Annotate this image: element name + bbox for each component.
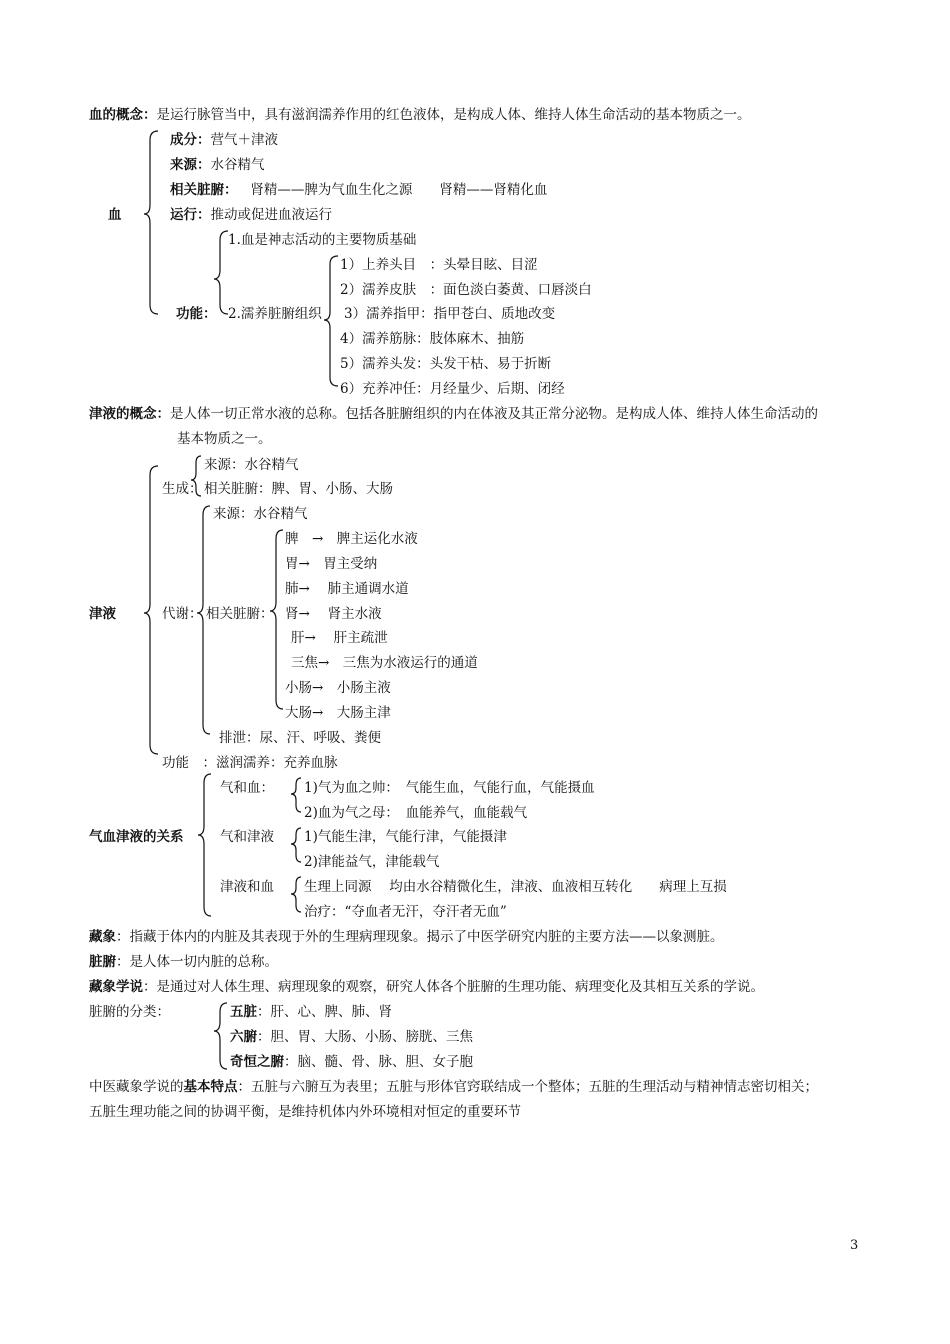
- zangxiang-definition: [89, 928, 724, 946]
- fluid-generation-source: 来源：水谷精气: [204, 457, 299, 473]
- metabolism-organ-item: 肝→ 肝主疏泄: [291, 630, 388, 646]
- theory-text: ：是通过对人体生理、病理现象的观察，研究人体各个脏腑的生理功能、病理变化及其相互关系的学说。: [143, 979, 764, 995]
- qi-blood-label: 气和血：: [220, 780, 274, 796]
- fluid-blood-item: 治疗：“夺血者无汗，夺汗者无血”: [304, 904, 507, 920]
- six-text: ：胆、胃、大肠、小肠、膀胱、三焦: [257, 1029, 473, 1045]
- page-number: 3: [850, 1238, 859, 1253]
- composition-text: 营气＋津液: [210, 132, 278, 148]
- qi-fluid-label: 气和津液: [220, 829, 274, 845]
- organs-text: 肾精——脾为气血生化之源 肾精——肾精化血: [250, 182, 548, 198]
- nourish-item: 3）濡养指甲：指甲苍白、质地改变: [344, 306, 556, 322]
- nourish-item: 1）上养头目 ：头晕目眩、目涩: [340, 257, 538, 273]
- blood-function-label: 功能：: [176, 306, 217, 322]
- blood-source: [170, 156, 265, 174]
- qi-fluid-item: 2)津能益气，津能载气: [304, 854, 440, 870]
- zangxiang-text: ：指藏于体内的内脏及其表现于外的生理病理现象。揭示了中医学研究内脏的主要方法——以象测脏。: [116, 929, 724, 945]
- metabolism-organ-item: 肺→ 肺主通调水道: [285, 581, 409, 597]
- classify-five: [230, 1003, 392, 1021]
- blood-function-1: 1.血是神志活动的主要物质基础: [228, 232, 417, 248]
- nourish-item: 2）濡养皮肤 ：面色淡白萎黄、口唇淡白: [340, 282, 592, 298]
- blood-root: 血: [108, 207, 122, 223]
- features-label: 基本特点: [183, 1079, 238, 1095]
- zangfu-label: 脏腑: [89, 954, 116, 970]
- fluid-metabolism-source: 来源：水谷精气: [213, 506, 308, 522]
- nourish-item: 4）濡养筋脉：肢体麻木、抽筋: [340, 331, 525, 347]
- blood-concept-text: 是运行脉管当中，具有滋润濡养作用的红色液体，是构成人体、维持人体生命活动的基本物质之一。: [156, 107, 751, 123]
- relation-root: 气血津液的关系: [89, 829, 184, 845]
- metabolism-organ-item: 脾 → 脾主运化水液: [285, 531, 418, 547]
- source-label: 来源：: [170, 157, 211, 173]
- metabolism-organ-item: 肾→ 肾主水液: [285, 606, 382, 622]
- zangfu-text: ：是人体一切内脏的总称。: [116, 954, 278, 970]
- fluid-concept-label: 津液的概念：: [89, 406, 170, 422]
- blood-concept: [89, 106, 751, 124]
- qi-fluid-item: 1)气能生津，气能行津，气能摄津: [304, 829, 507, 845]
- zangxiang-label: 藏象: [89, 929, 116, 945]
- fluid-root: 津液: [89, 606, 116, 622]
- fluid-generation-organs: 相关脏腑：脾、胃、小肠、大肠: [204, 481, 393, 497]
- fluid-function: 功能 ：滋润濡养：充养血脉: [162, 755, 338, 771]
- circulation-label: 运行：: [170, 207, 211, 223]
- qi-blood-item: 1)气为血之帅： 气能生血，气能行血，气能摄血: [304, 780, 595, 796]
- qi-blood-item: 2)血为气之母： 血能养气，血能载气: [304, 805, 528, 821]
- blood-concept-label: 血的概念：: [89, 107, 157, 123]
- organs-label: 相关脏腑：: [170, 182, 238, 198]
- blood-circulation: [170, 206, 332, 224]
- fluid-concept-text-2: 基本物质之一。: [177, 431, 272, 447]
- blood-composition: [170, 131, 278, 149]
- source-text: 水谷精气: [210, 157, 265, 173]
- six-label: 六腑: [230, 1029, 257, 1045]
- metabolism-organ-item: 大肠→ 大肠主津: [285, 705, 391, 721]
- fluid-generation-label: 生成：: [162, 481, 203, 497]
- metabolism-organ-item: 三焦→ 三焦为水液运行的通道: [291, 655, 478, 671]
- metabolism-organ-item: 胃→ 胃主受纳: [285, 556, 378, 572]
- blood-function-2: 2.濡养脏腑组织: [228, 306, 322, 322]
- features-text-1: ：五脏与六腑互为表里；五脏与形体官窍联结成一个整体；五脏的生理活动与精神情志密切相关；: [237, 1079, 818, 1095]
- fluid-blood-item: 生理上同源 均由水谷精微化生，津液、血液相互转化 病理上互损: [304, 879, 727, 895]
- five-text: ：肝、心、脾、肺、肾: [257, 1004, 392, 1020]
- features-line-2: 五脏生理功能之间的协调平衡，是维持机体内外环境相对恒定的重要环节: [89, 1104, 521, 1120]
- features-prefix: 中医藏象学说的: [89, 1079, 184, 1095]
- classify-extra: [230, 1053, 473, 1071]
- circulation-text: 推动或促进血液运行: [210, 207, 332, 223]
- fluid-concept-text: 是人体一切正常水液的总称。包括各脏腑组织的内在体液及其正常分泌物。是构成人体、维持人体生命活动的: [170, 406, 818, 422]
- extra-label: 奇恒之腑: [230, 1054, 284, 1070]
- fluid-metabolism-label: 代谢：: [162, 606, 203, 622]
- theory-label: 藏象学说: [89, 979, 143, 995]
- classify-six: [230, 1028, 473, 1046]
- nourish-item: 6）充养冲任：月经量少、后期、闭经: [340, 381, 565, 397]
- nourish-item: 5）濡养头发：头发干枯、易于折断: [340, 356, 552, 372]
- fluid-metabolism-organs-label: 相关脏腑：: [206, 606, 274, 622]
- metabolism-organ-item: 小肠→ 小肠主液: [285, 680, 391, 696]
- fluid-excretion: 排泄：尿、汗、呼吸、粪便: [219, 730, 381, 746]
- five-label: 五脏: [230, 1004, 257, 1020]
- blood-organs: [170, 181, 547, 199]
- zangfu-definition: [89, 953, 278, 971]
- extra-text: ：脑、髓、骨、脉、胆、女子胞: [284, 1054, 473, 1070]
- theory-definition: [89, 978, 764, 996]
- fluid-concept: [89, 405, 818, 423]
- composition-label: 成分：: [170, 132, 211, 148]
- features-line-1: [89, 1078, 818, 1096]
- classify-label: 脏腑的分类：: [89, 1004, 170, 1020]
- fluid-blood-label: 津液和血: [220, 879, 274, 895]
